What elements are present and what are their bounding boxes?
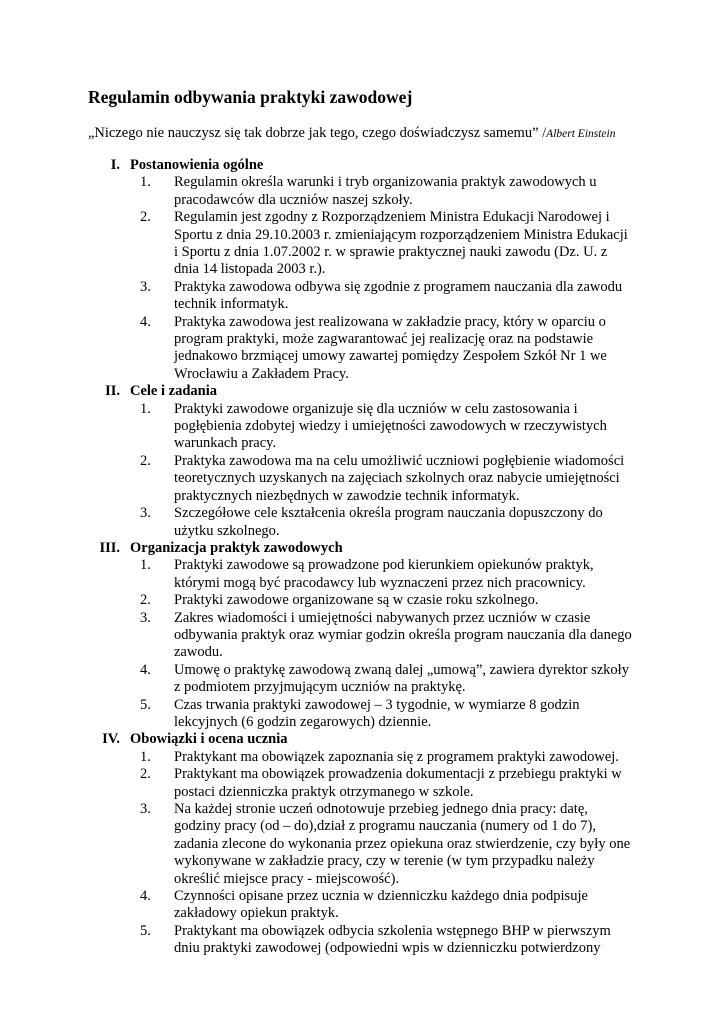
section-organizacja-praktyk [88, 540, 648, 731]
item-text: Na każdej stronie uczeń odnotowuje przebieg jednego dnia pracy: datę, godziny pracy (od – do),dział z programu nauczania (numery od 1 do 7), zadania zlecone do wykonania przez opiekuna oraz stwierdzenie, czy były one wykonywane w zakładzie pracy, czy w terenie (w tym przypadku należy określić miejsce pracy - miejscowość). [174, 800, 631, 887]
item-text: Praktyki zawodowe organizowane są w czasie roku szkolnego. [174, 592, 539, 609]
section-title: Cele i zadania [130, 383, 217, 400]
item-text: Praktyki zawodowe są prowadzone pod kierunkiem opiekunów praktyk, którymi mogą być pracodawcy lub wyznaczeni przez nich pracownicy. [174, 557, 594, 591]
item-number: 2. [140, 209, 151, 226]
item-text: Praktykant ma obowiązek prowadzenia dokumentacji z przebiegu praktyki w postaci dzienniczka praktyk otrzymanego w szkole. [174, 766, 622, 800]
item-text: Czynności opisane przez ucznia w dzienniczku każdego dnia podpisuje zakładowy opiekun praktyk. [174, 888, 588, 922]
list-item [88, 505, 648, 540]
section-number: II. [105, 383, 120, 400]
list-item [88, 592, 648, 609]
section-heading [88, 157, 648, 174]
section-items [88, 749, 648, 958]
document-title: Regulamin odbywania praktyki zawodowej [88, 87, 413, 107]
item-text: Praktykant ma obowiązek zapoznania się z programem praktyki zawodowej. [174, 748, 619, 765]
item-number: 4. [140, 313, 151, 330]
item-text: Praktyka zawodowa odbywa się zgodnie z programem nauczania dla zawodu technik informatyk. [174, 278, 623, 313]
section-items [88, 401, 648, 540]
section-items [88, 557, 648, 731]
list-item [88, 209, 648, 279]
item-number: 2. [140, 766, 151, 783]
list-item [88, 174, 648, 209]
item-number: 2. [140, 452, 151, 469]
item-number: 3. [140, 278, 151, 295]
item-number: 2. [140, 592, 151, 609]
item-number: 1. [140, 400, 151, 417]
section-heading [88, 540, 648, 557]
quote-text: „Niczego nie nauczysz się tak dobrze jak tego, czego doświadczysz samemu” / [88, 125, 547, 141]
list-item [88, 401, 648, 453]
quote-author: Albert Einstein [546, 128, 616, 140]
item-number: 1. [140, 557, 151, 574]
item-number: 3. [140, 800, 151, 817]
item-number: 5. [140, 696, 151, 713]
item-text: Praktyki zawodowe organizuje się dla uczniów w celu zastosowania i pogłębienia zdobytej wiedzy i umiejętności zawodowych w rzeczywistych warunkach pracy. [174, 400, 607, 452]
section-heading [88, 383, 648, 400]
list-item [88, 801, 648, 888]
section-postanowienia-ogolne [88, 157, 648, 383]
item-text: Praktyka zawodowa jest realizowana w zakładzie pracy, który w oparciu o program praktyki, może zagwarantować jej realizację oraz na podstawie jednakowo brzmiącej umowy zawartej pomiędzy Zespołem Szkół Nr 1 we Wrocławiu a Zakładem Pracy. [174, 313, 607, 382]
item-text: Praktykant ma obowiązek odbycia szkolenia wstępnego BHP w pierwszym dniu praktyki zawodowej (odpowiedni wpis w dzienniczku potwierdzony [174, 922, 611, 957]
list-item [88, 697, 648, 732]
item-text: Zakres wiadomości i umiejętności nabywanych przez uczniów w czasie odbywania praktyk oraz wymiar godzin określa program nauczania dla danego zawodu. [174, 609, 632, 661]
list-item [88, 557, 648, 592]
list-item [88, 314, 648, 384]
regulation-content [88, 157, 648, 958]
item-text: Regulamin jest zgodny z Rozporządzeniem Ministra Edukacji Narodowej i Sportu z dnia 29.10.2003 r. zmieniającym rozporządzeniem Ministra Edukacji i Sportu z dnia 1.07.2002 r. w sprawie praktycznej nauki zawodu (Dz. U. z dnia 14 listopada 2003 r.). [174, 209, 628, 278]
list-item [88, 610, 648, 662]
item-text: Praktyka zawodowa ma na celu umożliwić uczniowi pogłębienie wiadomości teoretycznych uzyskanych na zajęciach szkolnych oraz nabycie umiejętności praktycznych niezbędnych w zawodzie technik informatyk. [174, 452, 625, 504]
item-text: Regulamin określa warunki i tryb organizowania praktyk zawodowych u pracodawców dla uczniów naszej szkoły. [174, 174, 597, 208]
item-number: 5. [140, 922, 151, 939]
list-item [88, 923, 648, 958]
item-text: Szczegółowe cele kształcenia określa program nauczania dopuszczony do użytku szkolnego. [174, 505, 603, 539]
item-number: 4. [140, 888, 151, 904]
section-number: III. [99, 539, 120, 556]
section-title: Postanowienia ogólne [130, 157, 264, 173]
list-item [88, 453, 648, 505]
item-text: Czas trwania praktyki zawodowej – 3 tygodnie, w wymiarze 8 godzin lekcyjnych (6 godzin zegarowych) dziennie. [174, 696, 580, 730]
item-number: 1. [140, 748, 151, 765]
section-obowiazki-i-ocena [88, 731, 648, 957]
epigraph-quote [88, 124, 615, 143]
section-number: I. [110, 157, 120, 173]
section-number: IV. [102, 731, 120, 748]
list-item [88, 766, 648, 801]
item-number: 4. [140, 661, 151, 678]
item-number: 3. [140, 609, 151, 626]
list-item [88, 662, 648, 697]
item-number: 3. [140, 505, 151, 522]
item-number: 1. [140, 174, 151, 191]
list-item [88, 888, 648, 923]
section-title: Obowiązki i ocena ucznia [130, 731, 288, 748]
section-heading [88, 731, 648, 748]
section-cele-i-zadania [88, 383, 648, 540]
list-item [88, 279, 648, 314]
section-title: Organizacja praktyk zawodowych [130, 539, 343, 556]
section-items [88, 174, 648, 383]
list-item [88, 749, 648, 766]
item-text: Umowę o praktykę zawodową zwaną dalej „umową”, zawiera dyrektor szkoły z podmiotem przyjmującym uczniów na praktykę. [174, 661, 629, 696]
